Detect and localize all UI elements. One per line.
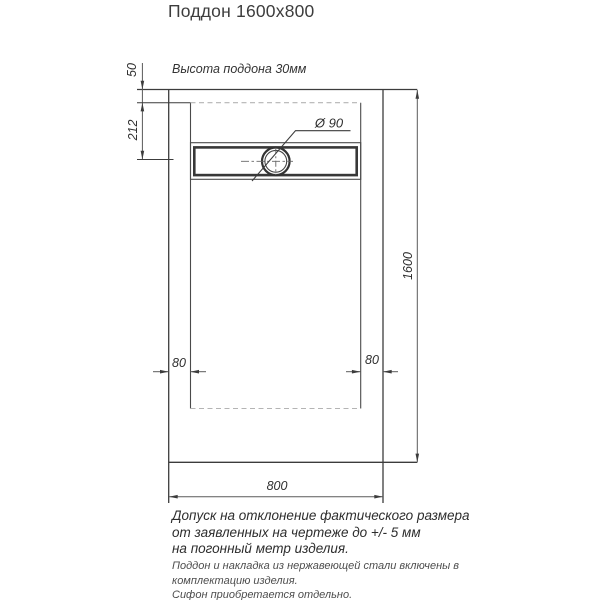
dimension-left-margin: 80	[172, 356, 186, 370]
tolerance-line: Допуск на отклонение фактического размера	[172, 508, 470, 523]
tolerance-note	[172, 508, 470, 558]
tray-height-note: Высота поддона 30мм	[172, 62, 307, 76]
tolerance-line: от заявленных на чертеже до +/- 5 мм	[172, 524, 421, 540]
package-note-line: комплектацию изделия.	[172, 574, 298, 587]
page-title: Поддон 1600х800	[168, 1, 315, 21]
dimension-right-margin: 80	[365, 353, 379, 367]
package-note-line: Сифон приобретается отдельно.	[172, 589, 353, 600]
dimension-drain-offset: 212	[126, 119, 140, 141]
drain-circle	[241, 148, 293, 176]
dimension-top-offset: 50	[125, 63, 139, 77]
dimension-length: 1600	[401, 252, 415, 280]
tolerance-line: на погонный метр изделия.	[172, 541, 349, 556]
dimension-width: 800	[266, 479, 288, 493]
dimension-drain-diameter: Ø 90	[314, 115, 344, 131]
dimension-lines	[137, 63, 417, 497]
package-note-line: Поддон и накладка из нержавеющей стали включены в	[172, 560, 460, 572]
dimension-arrowheads	[141, 81, 420, 499]
package-notes	[172, 559, 459, 600]
